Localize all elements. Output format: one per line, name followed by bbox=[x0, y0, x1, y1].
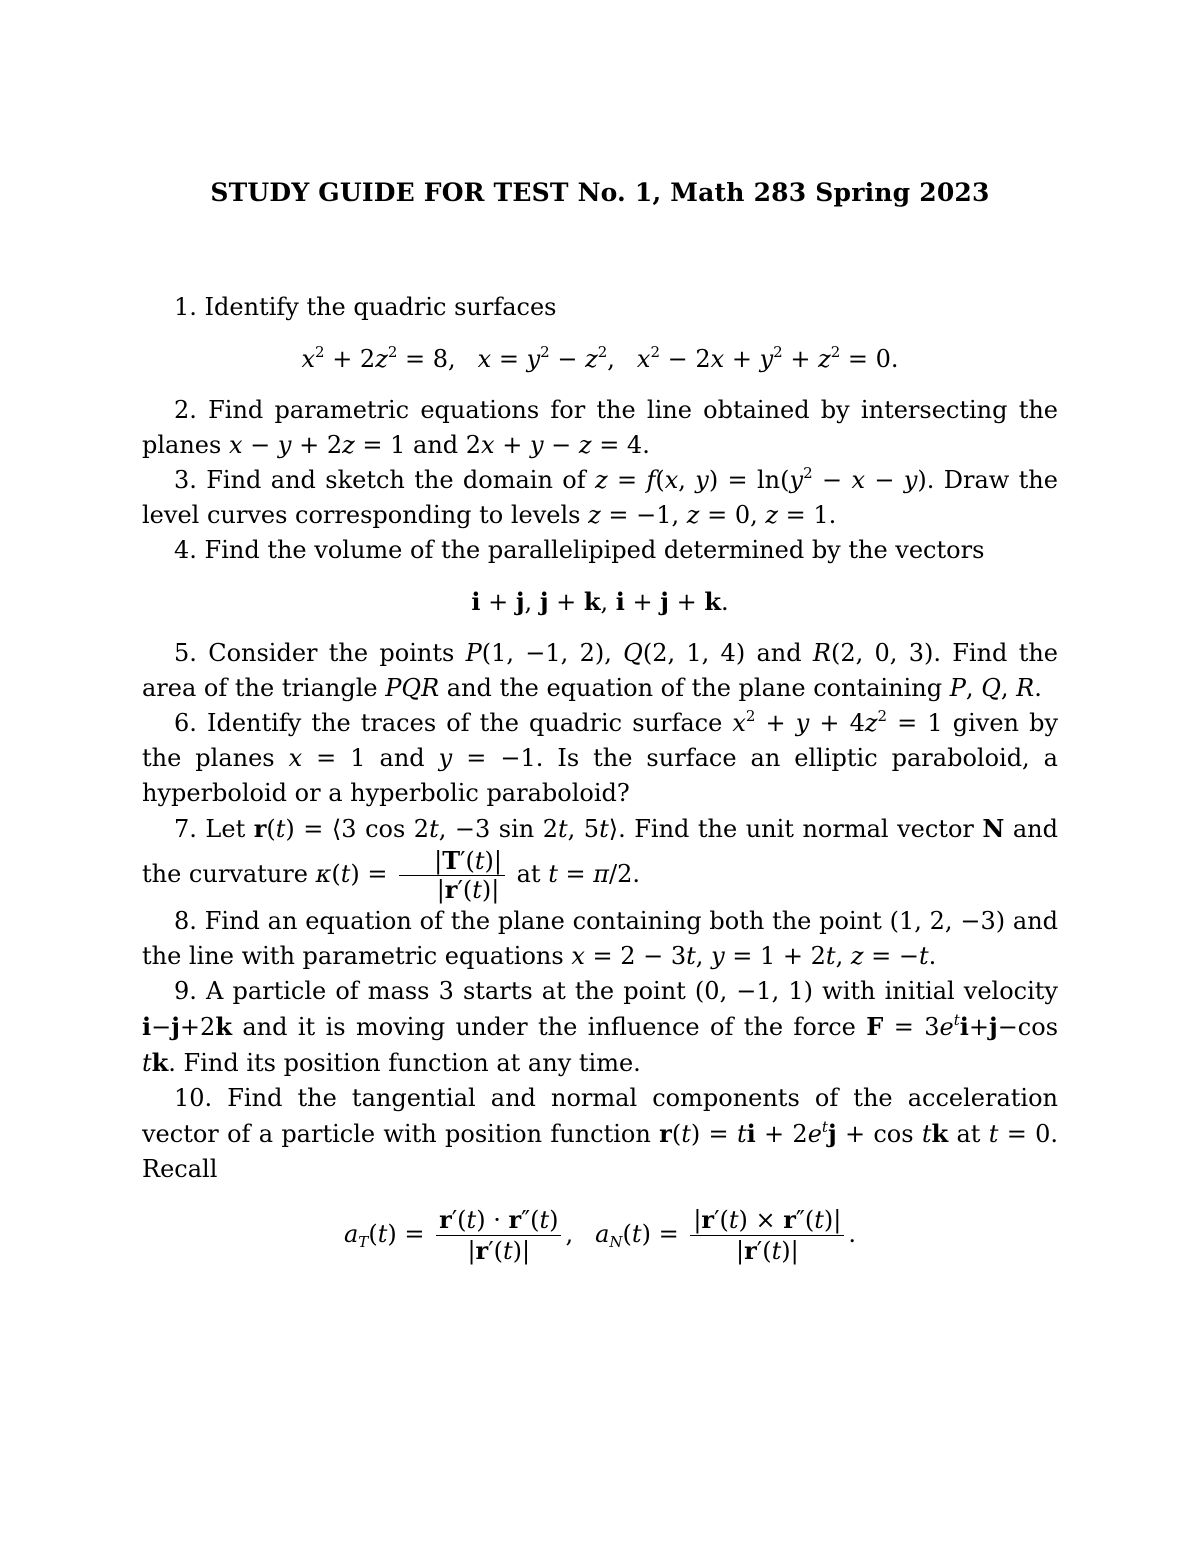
problem-text: Identify the traces of the quadric surface bbox=[207, 709, 723, 737]
problem-text: Find the tangential and normal components of the acceleration vector of a particle with position function bbox=[142, 1084, 1058, 1148]
problem-text: Identify the quadric surfaces bbox=[204, 293, 557, 321]
problem-text: A particle of mass 3 starts at the point bbox=[206, 977, 686, 1005]
problem-7: 7. Let r(t) = ⟨3 cos 2t, −3 sin 2t, 5t⟩. Find the unit normal vector N and the curvature κ(t) = $\frac{|T'(t)|}{|r'(t)|}$ at t = π/2. bbox=[142, 814, 1058, 904]
problem-text: Consider the points bbox=[208, 639, 455, 667]
problem-text: Find the volume of the parallelipiped determined by the vectors bbox=[204, 536, 985, 564]
problem-8: 8. Find an equation of the plane containing both the point (1, 2, −3) and the line with parametric equations x = 2 − 3t, y = 1 + 2t, z = −t. bbox=[142, 907, 1059, 970]
problem-1 bbox=[142, 290, 1058, 325]
page-title: STUDY GUIDE FOR TEST No. 1, Math 283 Spring 2023 bbox=[210, 178, 990, 207]
problem-number: 8. bbox=[174, 907, 197, 935]
problem-number: 1. bbox=[174, 293, 197, 321]
problem-number: 6. bbox=[174, 709, 197, 737]
problem-4 bbox=[142, 533, 1058, 568]
problem-number: 10. bbox=[174, 1084, 213, 1112]
problem-6: 6. Identify the traces of the quadric surface $x^2 + y + 4z^2 = 1$ given by the planes x = 1 and y = −1. Is the surface an elliptic paraboloid, a hyperboloid or a hyperbolic paraboloid? bbox=[142, 707, 1058, 807]
problem-text: Find an equation of the plane containing both the point bbox=[204, 907, 882, 935]
normal-fraction: $\frac{|r'(t) \times r''(t)|}{|r'(t)|}$ bbox=[690, 1205, 844, 1266]
problem-number: 9. bbox=[174, 977, 197, 1005]
problem-4-vectors: i + j, j + k, i + j + k. bbox=[471, 587, 729, 616]
problem-1-equations: $x^2 + 2z^2 = 8$, $x = y^2 - z^2$, $x^2 - 2x + y^2 + z^2 = 0$. bbox=[301, 343, 899, 373]
problem-text: Let bbox=[205, 815, 246, 843]
problem-number: 4. bbox=[174, 536, 197, 564]
problem-10: 10. Find the tangential and normal components of the acceleration vector of a particle with position function r(t) = ti + $2e^tj + \cos$ tk at t = 0. Recall bbox=[142, 1084, 1059, 1183]
tangential-fraction: $\frac{r'(t) \cdot r''(t)}{|r'(t)|}$ bbox=[436, 1205, 561, 1266]
acceleration-formulas: $a_T(t)$ = $\frac{r'(t) \cdot r''(t)}{|r'(t)|}$ , $a_N(t)$ = $\frac{|r'(t) \times r''(t)|}{|r'(t)|}$ . bbox=[343, 1205, 856, 1265]
problem-number: 2. bbox=[174, 396, 197, 424]
problem-3: 3. Find and sketch the domain of z = f(x, $y) = \ln(y^2 - x - y)$. Draw the level curves corresponding to levels z = −1, z = 0, z = 1. bbox=[142, 464, 1058, 529]
problem-number: 7. bbox=[174, 815, 197, 843]
curvature-fraction: $\frac{|T'(t)|}{|r'(t)|}$ bbox=[399, 847, 505, 904]
problem-9: 9. A particle of mass 3 starts at the point (0, −1, 1) with initial velocity i−j+2k and it is moving under the influence of the force $F = 3e^ti+j-\cos$ tk. Find its position function at any time. bbox=[142, 977, 1059, 1077]
problem-text: Find parametric equations for the line obtained by intersecting the planes bbox=[142, 396, 1058, 459]
problem-5: 5. Consider the points P(1, −1, 2), Q(2, 1, 4) and R(2, 0, 3). Find the area of the triangle PQR and the equation of the plane containing P, Q, R. bbox=[142, 639, 1059, 702]
problem-list bbox=[142, 290, 1058, 1280]
problem-number: 3. bbox=[174, 466, 197, 494]
problem-2: 2. Find parametric equations for the line obtained by intersecting the planes x − y + 2z = 1 and 2x + y − z = 4. bbox=[142, 396, 1058, 459]
problem-number: 5. bbox=[174, 639, 197, 667]
problem-text: Find and sketch the domain of bbox=[206, 466, 586, 494]
